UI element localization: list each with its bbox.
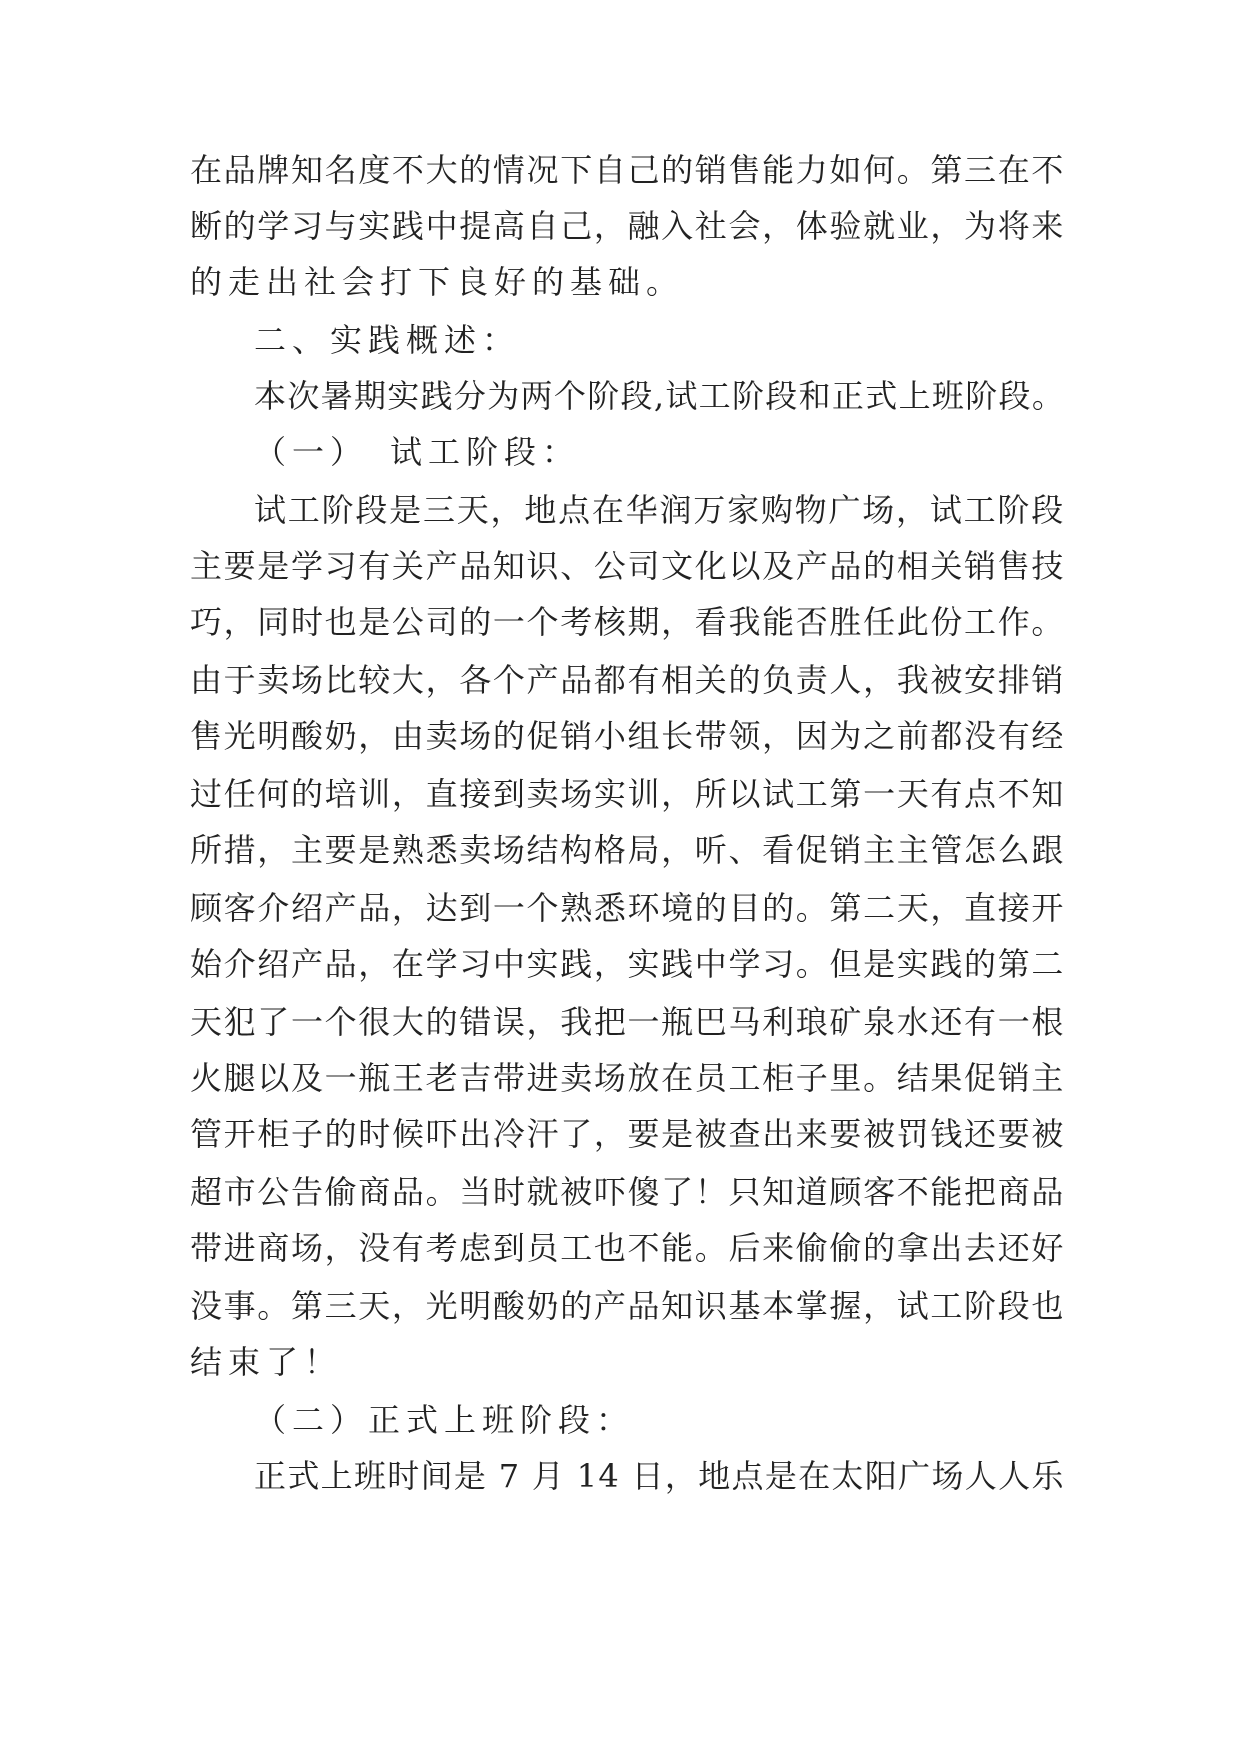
text-line: 断的学习与实践中提高自己，融入社会，体验就业，为将来: [190, 207, 1066, 245]
text-line: 所措，主要是熟悉卖场结构格局，听、看促销主主管怎么跟: [190, 831, 1066, 869]
text-line: 带进商场，没有考虑到员工也不能。后来偷偷的拿出去还好: [190, 1229, 1066, 1267]
text-line: 超市公告偷商品。当时就被吓傻了！只知道顾客不能把商品: [190, 1173, 1066, 1211]
text-line: 管开柜子的时候吓出冷汗了，要是被查出来要被罚钱还要被: [190, 1115, 1066, 1153]
text-line: 火腿以及一瓶王老吉带进卖场放在员工柜子里。结果促销主: [190, 1059, 1066, 1097]
text-line: 过任何的培训，直接到卖场实训，所以试工第一天有点不知: [190, 775, 1066, 813]
text-line: 在品牌知名度不大的情况下自己的销售能力如何。第三在不: [190, 151, 1066, 189]
text-line: 正式上班时间是 7 月 14 日，地点是在太阳广场人人乐: [254, 1457, 1065, 1495]
text-line: 结束了！: [190, 1343, 343, 1381]
text-line: 始介绍产品，在学习中实践，实践中学习。但是实践的第二: [190, 945, 1066, 983]
text-line: 本次暑期实践分为两个阶段,试工阶段和正式上班阶段。: [254, 377, 1066, 415]
text-line: 由于卖场比较大，各个产品都有相关的负责人，我被安排销: [190, 661, 1066, 699]
subsection-heading: （二）正式上班阶段：: [254, 1401, 635, 1439]
subsection-heading: （一） 试工阶段：: [254, 433, 581, 471]
text-line: 没事。第三天，光明酸奶的产品知识基本掌握，试工阶段也: [190, 1287, 1066, 1325]
section-heading: 二、实践概述：: [254, 321, 521, 359]
text-line: 巧，同时也是公司的一个考核期，看我能否胜任此份工作。: [190, 603, 1066, 641]
text-line: 主要是学习有关产品知识、公司文化以及产品的相关销售技: [190, 547, 1066, 585]
text-line: 天犯了一个很大的错误，我把一瓶巴马利琅矿泉水还有一根: [190, 1003, 1066, 1041]
text-line: 顾客介绍产品，达到一个熟悉环境的目的。第二天，直接开: [190, 889, 1066, 927]
text-line: 试工阶段是三天，地点在华润万家购物广场，试工阶段: [254, 491, 1066, 529]
text-line: 的走出社会打下良好的基础。: [190, 263, 685, 301]
text-line: 售光明酸奶，由卖场的促销小组长带领，因为之前都没有经: [190, 717, 1066, 755]
